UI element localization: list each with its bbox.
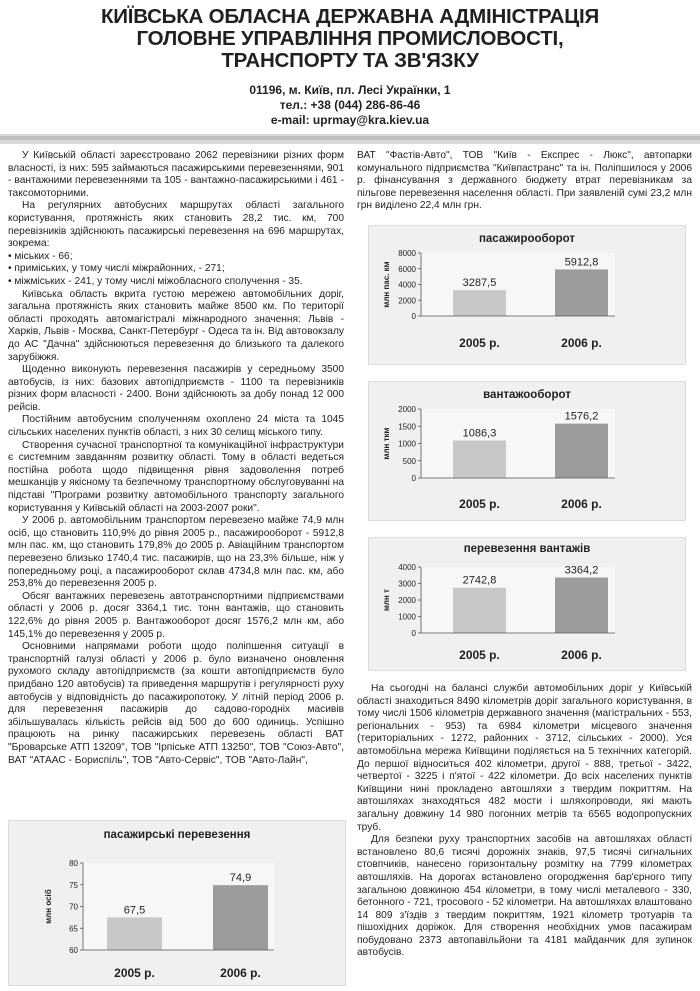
data-label: 3364,2 <box>564 564 599 577</box>
bar <box>555 424 608 478</box>
list-item: • міських - 66; <box>8 250 73 262</box>
y-tick-label: 2000 <box>398 405 416 414</box>
y-tick-label: 0 <box>411 629 416 638</box>
chart-canvas <box>9 821 345 985</box>
paragraph: Створення сучасної транспортної та комунікаційної інфраструктури є системним завданням розвитку області. Тому в області ведеться постійна робота щодо підвищення рівня задоволення потреб мешканців у якісному та безпечному транспортному обслуговуванні на підставі "Програми розвитку автомобільного транспорту загального користування у Київській області на 2003-2007 роки". <box>8 439 345 514</box>
paragraph: Обсяг вантажних перевезень автотранспортними підприємствами області у 2006 р. досяг 3364,1 тис. тонн вантажів, що становить 122,6% до рівня 2005 р. Вантажооборот досяг 1576,2 млн км, або 145,1% до перевезення у 2005 р. <box>8 590 344 640</box>
paragraph: На сьогодні на балансі служби автомобільних доріг у Київській області знаходиться 8490 кілометрів доріг загального користування, в тому числі 1506 кілометрів державного значення (магістральних - 553, регіональних - 953) та 6984 кілометри місцевого значення (територіальних - 1272, районних - 3712, сільських - 2000). Уся автомобільна мережа Київщини поділяється на 5 технічних категорій. До першої відноситься 402 кілометри, другої - 888, третьої - 3422, четвертої - 3225 і п'ятої - 422 кілометри. До всіх населених пунктів Київщини нині прокладено автошляхи з твердим покриттям. На автошляхах знаходяться 482 мости і шляхопроводи, які мають загальну довжину 14 980 погонних метрів та 6565 водопропускних труб. <box>357 683 692 833</box>
bar <box>555 269 608 316</box>
y-tick-label: 2000 <box>398 596 416 605</box>
y-tick-label: 8000 <box>398 249 416 258</box>
paragraph: Щоденно виконують перевезення пасажирів у середньому 3500 автобусів, із них: базових автопідприємств - 1100 та перевізників різних форм власності - 2400. Вони здійснюють за добу понад 12 000 рейсів. <box>8 364 344 413</box>
chart-canvas <box>369 538 685 670</box>
bar <box>453 441 506 478</box>
y-tick-label: 0 <box>411 312 416 321</box>
y-tick-label: 2000 <box>398 296 416 306</box>
y-tick-label: 1000 <box>398 439 416 449</box>
paragraph: У 2006 р. автомобільним транспортом перевезено майже 74,9 млн осіб, що становить 110,9% до рівня 2005 р., пасажирооборот - 5912,8 млн пас. км, що становить 179,8% до 2005 р. Авіаційним транспортом перевезено близько 1740,4 тис. пасажирів, що на 23,3% більше, ніж у попередньому році, а пасажирооборот склав 4734,8 млн пас. км, або 253,8% до перевезення 2005 р. <box>8 515 344 590</box>
category-label: 2005 р. <box>459 648 500 662</box>
y-tick-label: 1000 <box>398 612 416 622</box>
paragraph: ВАТ "Фастів-Авто", ТОВ "Київ - Експрес - Люкс", автопарки комунального підприємства "Київпастранс" та ін. Поліпшилося у 2006 р. фінансування з державного бюджету втрат перевізникам за пільгове перевезення населення області. При заявленій сумі 23,2 млн грн виділено 22,4 млн грн. <box>357 150 692 212</box>
y-axis-label: млн осіб <box>44 889 53 924</box>
paragraph: Основними напрямами роботи щодо поліпшення ситуації в транспортній галузі області у 2006 р. було визначено оновлення рухомого складу автопідприємств (за кошти автопідприємств було придбано 120 автобусів) та приведення маршрутів і регулярності руху автобусів у відповідність до пасажиропотоку. У літній період 2006 р. для перевезення пасажирів до садово-городніх масивів збільшувалась кількість рейсів від 500 до 600 одиниць. Успішно працюють на ринку пасажирських перевезень області ВАТ "Броварське АТП 13209", ТОВ "Ірпіське АТП 13250", ТОВ "Союз-Авто", ВАТ "АТААС - Бориспіль", ТОВ "Авто-Сервіс", ТОВ "Авто-Лайн", <box>8 641 344 766</box>
paragraph: Київська область вкрита густою мережею автомобільних доріг, загальна протяжність яких становить майже 8500 км. По території області проходять автомагістралі міжнародного значення: Львів - Харків, Львів - Москва, Санкт-Петербург - Одеса та ін. Від автовокзалу до АС "Дачна" здійснюються перевезення до близького та далекого зарубіжжя. <box>8 288 344 363</box>
category-label: 2006 р. <box>561 336 602 350</box>
y-tick-label: 4000 <box>398 280 416 290</box>
category-label: 2006 р. <box>561 648 602 662</box>
chart-title: перевезення вантажів <box>463 543 591 555</box>
chart-title: вантажооборот <box>483 389 571 401</box>
chart-title: пасажирооборот <box>478 233 576 245</box>
y-tick-label: 80 <box>69 859 78 868</box>
left-column <box>8 150 344 767</box>
y-tick-label: 500 <box>402 456 416 466</box>
data-label: 1576,2 <box>564 410 599 423</box>
right-column-bottom <box>357 683 692 960</box>
y-tick-label: 60 <box>69 946 78 955</box>
chart-passenger-transport <box>8 820 346 986</box>
y-tick-label: 0 <box>411 474 416 483</box>
list-item: • приміських, у тому числі міжрайонних, - 271; <box>8 263 225 275</box>
chart-freight-turnover <box>368 381 686 521</box>
bar <box>213 885 268 950</box>
bar <box>453 290 506 316</box>
paragraph: У Київській області зареєстровано 2062 перевізники різних форм власності, із них: 595 займаються пасажирськими перевезеннями, 901 - вантажними перевезеннями та 105 - вантажно-пасажирськими і 461 - таксомоторними. <box>8 150 344 199</box>
chart-title: пасажирські перевезення <box>103 829 251 841</box>
data-label: 2742,8 <box>462 574 497 587</box>
y-tick-label: 6000 <box>398 264 416 274</box>
paragraph: Постійним автобусним сполученням охоплено 24 міста та 1045 сільських населених пунктів області, з них 30 селищ міського типу. <box>8 414 344 439</box>
data-label: 1086,3 <box>462 427 497 440</box>
title-line: КИЇВСЬКА ОБЛАСНА ДЕРЖАВНА АДМІНІСТРАЦІЯ <box>100 5 600 28</box>
list-item: • міжміських - 241, у тому числі міжобласного сполучення - 35. <box>8 275 303 287</box>
paragraph: Для безпеки руху транспортних засобів на автошляхах області встановлено 80,6 тисячі дорожніх знаків, 97,5 тисячі сигнальних стовпчиків, нанесено горизонтальну розмітку на 7799 кілометрах автошляхів. На дорогах встановлено огородження бар'єрного типу загальною довжиною 454 кілометри, в тому числі металевого - 330, бетонного - 721, тросового - 52 кілометри. На автошляхах влаштовано 14 809 з'їздів з твердим покриттям, 1921 кілометр тротуарів та пішохідних доріжок. Для створення необхідних умов пасажирам побудовано 2373 автопавільйони та 4181 майданчик для зупинок автобусів. <box>357 834 692 959</box>
data-label: 5912,8 <box>564 256 599 269</box>
data-label: 74,9 <box>229 872 252 885</box>
contact-block <box>200 83 500 128</box>
category-label: 2005 р. <box>459 336 500 350</box>
data-label: 3287,5 <box>462 277 497 290</box>
y-axis-label: млн ткм <box>382 427 391 460</box>
header-divider-inner <box>0 136 700 140</box>
category-label: 2006 р. <box>561 497 602 511</box>
chart-canvas <box>369 226 685 364</box>
y-tick-label: 3000 <box>398 579 416 589</box>
bar <box>555 577 608 633</box>
category-label: 2005 р. <box>459 497 500 511</box>
y-tick-label: 1500 <box>398 422 416 432</box>
right-column-top <box>357 150 692 213</box>
title-line: ГОЛОВНЕ УПРАВЛІННЯ ПРОМИСЛОВОСТІ, <box>136 27 564 50</box>
y-axis-label: млн пас. км <box>382 261 391 308</box>
y-tick-label: 75 <box>69 880 78 890</box>
bar <box>107 917 162 950</box>
y-tick-label: 65 <box>69 924 78 934</box>
chart-canvas <box>369 382 685 520</box>
chart-passenger-turnover <box>368 225 686 365</box>
bar <box>453 588 506 633</box>
y-axis-label: млн т <box>382 589 391 611</box>
y-tick-label: 4000 <box>398 563 416 572</box>
phone: тел.: +38 (044) 286-86-46 <box>279 98 421 112</box>
category-label: 2005 р. <box>114 966 155 980</box>
data-label: 67,5 <box>123 904 146 917</box>
paragraph: На регулярних автобусних маршрутах області загального користування, протяжність яких становить 28,2 тис. км, 700 перевізників здійснюють пасажирські перевезення на 696 маршрутах, зокрема: <box>8 200 344 250</box>
chart-cargo-transport <box>368 537 686 671</box>
title-line: ТРАНСПОРТУ ТА ЗВ'ЯЗКУ <box>221 49 479 72</box>
email: e-mail: uprmay@kra.kiev.ua <box>270 113 430 127</box>
category-label: 2006 р. <box>220 966 261 980</box>
y-tick-label: 70 <box>69 902 78 912</box>
document-title <box>0 6 700 72</box>
address: 01196, м. Київ, пл. Лесі Українки, 1 <box>249 83 451 97</box>
